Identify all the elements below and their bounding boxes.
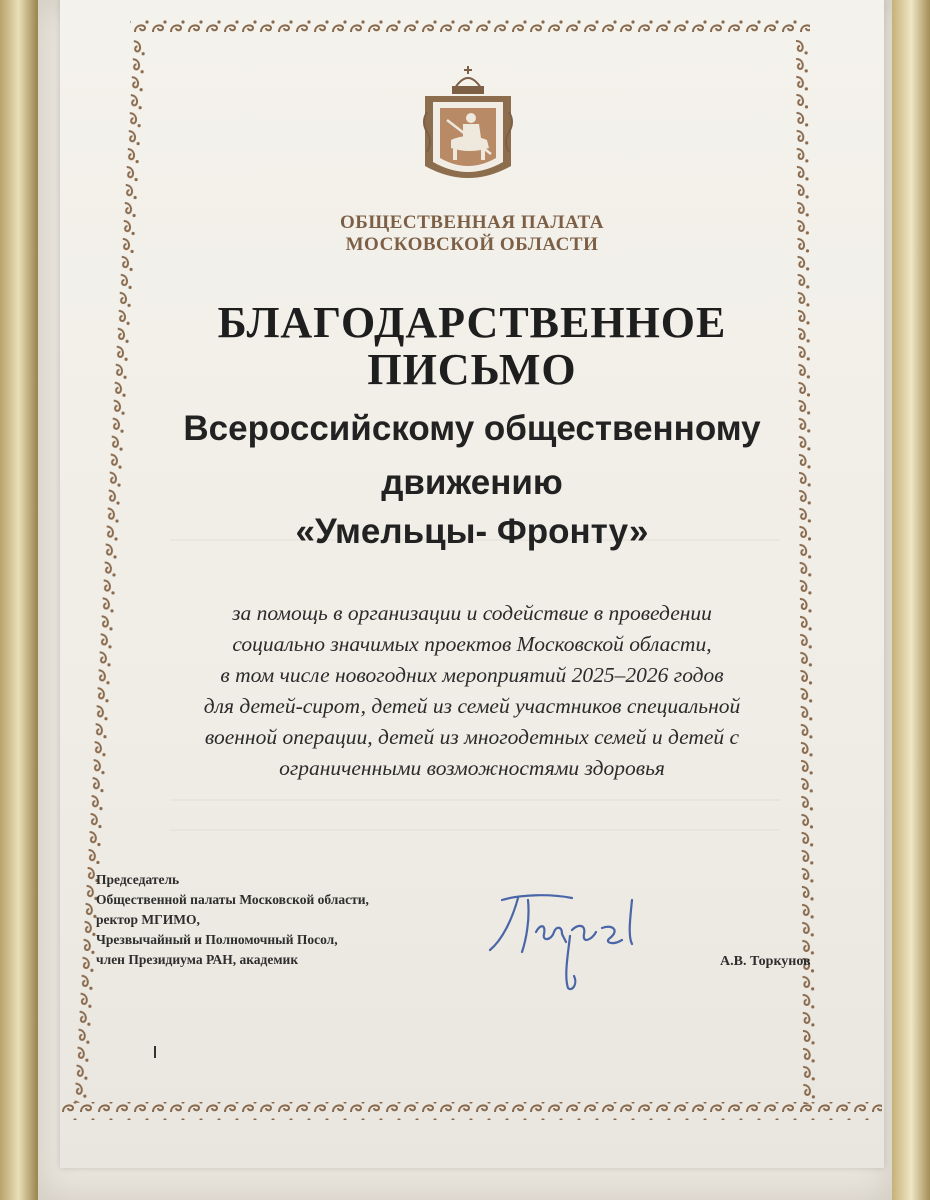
document-title-line1: БЛАГОДАРСТВЕННОЕ	[217, 298, 727, 347]
signer-name: А.В. Торкунов	[720, 954, 811, 969]
pen-mark	[154, 1046, 156, 1058]
signer-title-line: ректор МГИМО,	[96, 912, 200, 927]
organization-name-line2: МОСКОВСКОЙ ОБЛАСТИ	[345, 234, 599, 255]
reason-line: военной операции, детей из многодетных семей и детей с	[204, 725, 740, 749]
reason-line: для детей-сирот, детей из семей участников специальной	[203, 694, 741, 718]
coat-of-arms-icon	[413, 62, 523, 192]
signer-title	[96, 870, 369, 970]
reason-line: за помощь в организации и содействие в проведении	[232, 601, 712, 625]
recipient-line2: движению	[381, 463, 563, 502]
recipient-line1: Всероссийскому общественному	[183, 409, 761, 448]
signer-title-line: Чрезвычайный и Полномочный Посол,	[96, 932, 338, 947]
handwritten-signature	[482, 880, 682, 1000]
reason-line: социально значимых проектов Московской области,	[232, 632, 712, 656]
reason-line: ограниченными возможностями здоровья	[279, 756, 665, 780]
certificate	[60, 0, 884, 1168]
reason-text	[140, 598, 804, 784]
signer-title-line: член Президиума РАН, академик	[96, 952, 299, 967]
reason-line: в том числе новогодних мероприятий 2025–2026 годов	[220, 663, 724, 687]
organization-name-line1: ОБЩЕСТВЕННАЯ ПАЛАТА	[339, 212, 605, 233]
recipient-line3: «Умельцы- Фронту»	[295, 512, 649, 551]
signer-title-line: Общественной палаты Московской области,	[96, 892, 369, 907]
signer-title-line: Председатель	[96, 872, 180, 887]
document-title-line2: ПИСЬМО	[367, 345, 577, 394]
